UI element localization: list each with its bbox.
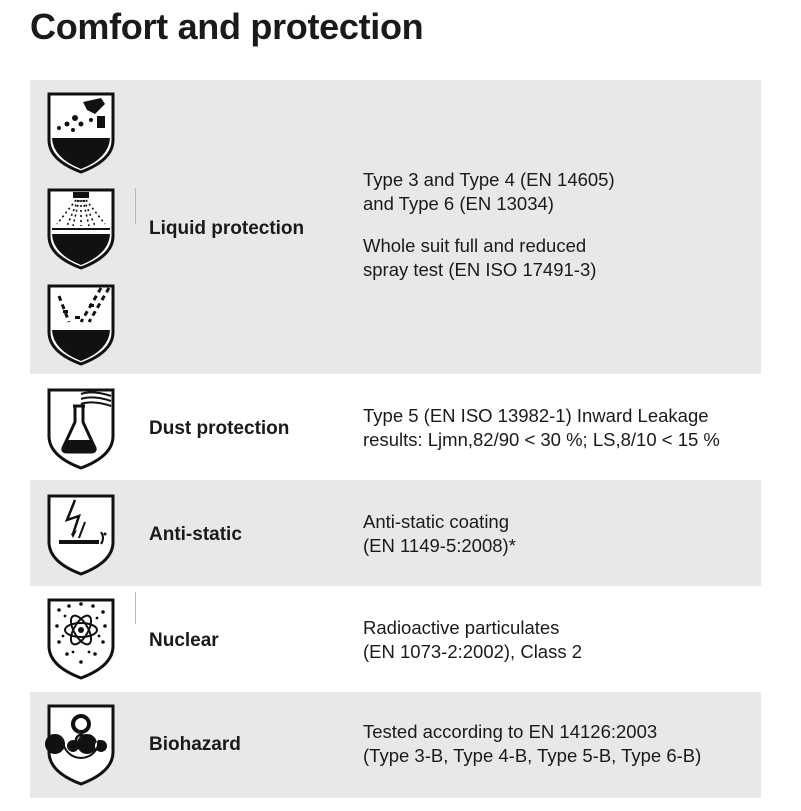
spray-shield-icon: [45, 186, 117, 270]
row-description: [363, 616, 582, 664]
divider: [135, 188, 136, 224]
desc-line: (Type 3-B, Type 4-B, Type 5-B, Type 6-B): [363, 745, 702, 766]
desc-line: (EN 1073-2:2002), Class 2: [363, 641, 583, 662]
row-label: Anti-static: [149, 524, 242, 545]
desc-line: spray test (EN ISO 17491-3): [363, 259, 597, 280]
row-description: [363, 168, 615, 282]
row-anti-static: [30, 480, 761, 586]
row-label: Liquid protection: [149, 218, 305, 239]
row-description: [363, 510, 516, 558]
desc-line: Tested according to EN 14126:2003: [363, 721, 658, 742]
row-label: Dust protection: [149, 418, 290, 439]
dust-flask-shield-icon: [45, 386, 117, 470]
page-title: Comfort and protection: [30, 6, 424, 47]
row-dust-protection: [30, 374, 761, 480]
row-label: Nuclear: [149, 630, 219, 651]
desc-line: Type 3 and Type 4 (EN 14605): [363, 169, 615, 190]
row-liquid-protection: [30, 80, 761, 374]
biohazard-shield-icon: [45, 702, 117, 786]
row-label: Biohazard: [149, 734, 241, 755]
desc-line: Radioactive particulates: [363, 617, 560, 638]
chemical-splash-shield-icon: [45, 90, 117, 174]
desc-line: Whole suit full and reduced: [363, 235, 587, 256]
desc-line: results: Ljmn,82/90 < 30 %; LS,8/10 < 15 %: [363, 429, 720, 450]
antistatic-shield-icon: [45, 492, 117, 576]
row-nuclear: [30, 586, 761, 692]
radioactive-particle-shield-icon: [45, 596, 117, 680]
desc-line: and Type 6 (EN 13034): [363, 193, 554, 214]
divider: [135, 592, 136, 624]
row-description: [363, 404, 720, 452]
desc-line: (EN 1149-5:2008)*: [363, 535, 516, 556]
row-biohazard: [30, 692, 761, 798]
desc-line: Type 5 (EN ISO 13982-1) Inward Leakage: [363, 405, 709, 426]
jet-shield-icon: [45, 282, 117, 366]
row-description: [363, 720, 701, 768]
desc-line: Anti-static coating: [363, 511, 510, 532]
